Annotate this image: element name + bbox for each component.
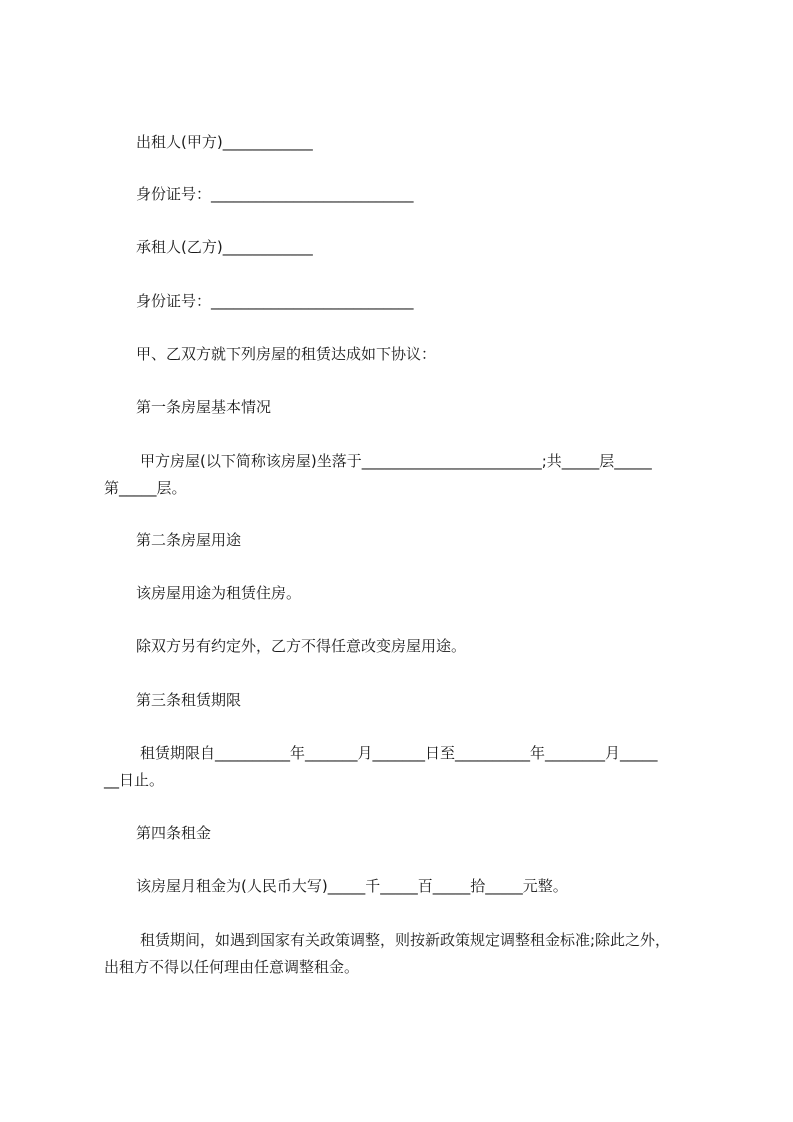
article1-line2: 第_____层。 (104, 479, 187, 497)
article4-paragraph2-line2: 出租方不得以任何理由任意调整租金。 (104, 958, 360, 976)
article2-paragraph2: 除双方另有约定外，乙方不得任意改变房屋用途。 (136, 637, 467, 655)
intro-paragraph: 甲、乙双方就下列房屋的租赁达成如下协议： (136, 345, 437, 363)
article1-line1: 甲方房屋(以下简称该房屋)坐落于________________________;共_____层_____ (140, 452, 652, 470)
lessee-id-line: 身份证号：___________________________ (136, 292, 414, 310)
article1-title: 第一条房屋基本情况 (136, 398, 272, 416)
lessor-id-line: 身份证号：___________________________ (136, 185, 414, 203)
lessee-line: 承租人(乙方)____________ (136, 238, 313, 256)
lessor-line: 出租人(甲方)____________ (136, 133, 313, 151)
article4-title: 第四条租金 (136, 824, 212, 842)
article2-title: 第二条房屋用途 (136, 531, 242, 549)
article4-paragraph1: 该房屋月租金为(人民币大写)_____千_____百_____拾_____元整。 (136, 877, 568, 895)
article4-paragraph2-line1: 租赁期间，如遇到国家有关政策调整，则按新政策规定调整租金标准;除此之外， (140, 931, 671, 949)
article2-paragraph1: 该房屋用途为租赁住房。 (136, 584, 302, 602)
article3-line2: __日止。 (104, 771, 165, 789)
article3-line1: 租赁期限自__________年_______月_______日至__________年________月_____ (140, 744, 658, 762)
article3-title: 第三条租赁期限 (136, 691, 242, 709)
